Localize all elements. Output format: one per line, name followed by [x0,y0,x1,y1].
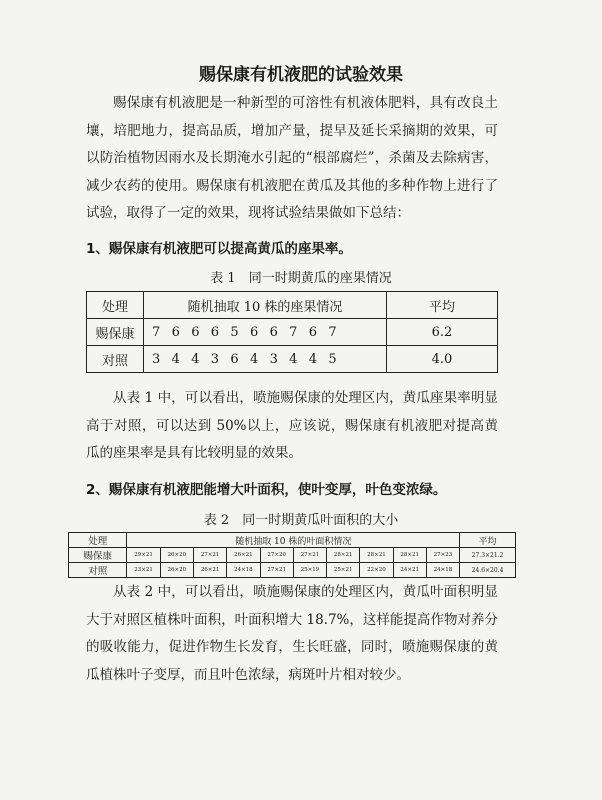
row-label: 对照 [87,346,144,373]
section1-heading: 1、赐保康有机液肥可以提高黄瓜的座果率。 [86,241,352,257]
value-cell: 4 [171,351,180,367]
value-cell: 3 [152,351,161,367]
table-header-row [69,533,516,548]
row-average: 27.3×21.2 [460,548,516,563]
value-cell: 28×21 [360,548,393,563]
row-values [144,346,387,373]
row-average: 4.0 [387,346,498,373]
row-label: 赐保康 [69,548,127,563]
fruit-set-table [86,291,498,373]
table-row [87,346,498,373]
table2-caption: 表 2 同一时期黄瓜叶面积的大小 [203,513,399,528]
value-cell: 27×21 [293,548,326,563]
value-cell: 26×20 [160,548,193,563]
value-cell: 26×20 [160,563,193,578]
header-treatment: 处理 [87,292,144,319]
header-treatment: 处理 [69,533,127,548]
value-cell: 7 [289,324,298,340]
row-average: 6.2 [387,319,498,346]
value-cell: 4 [191,351,200,367]
table-header-row [87,292,498,319]
value-cell: 6 [230,351,239,367]
value-cell: 4 [289,351,298,367]
value-cell: 27×23 [426,548,459,563]
value-cell: 6 [249,324,259,340]
row-label: 对照 [69,563,127,578]
value-cell: 24×18 [426,563,459,578]
value-cell: 29×21 [127,548,160,563]
value-cell: 4 [308,351,318,367]
section1-paragraph: 从表 1 中，可以看出，喷施赐保康的处理区内，黄瓜座果率明显高于对照，可以达到 50%以上，应该说，赐保康有机液肥对提高黄瓜的座果率是具有比较明显的效果。 [86,390,498,461]
value-cell: 27×21 [260,563,293,578]
value-cell: 28×21 [393,548,426,563]
value-cell: 23×21 [127,563,160,578]
value-cell: 22×20 [360,563,393,578]
value-cell: 4 [249,351,259,367]
value-cell: 7 [152,324,161,340]
leaf-area-table [68,532,516,578]
section2-heading: 2、赐保康有机液肥能增大叶面积，使叶变厚，叶色变浓绿。 [86,482,447,498]
document-title: 赐保康有机液肥的试验效果 [199,65,403,85]
value-cell: 5 [230,324,239,340]
value-cell: 6 [269,324,278,340]
table-row [87,319,498,346]
value-cell: 26×21 [193,563,226,578]
header-sample: 随机抽取 10 株的叶面积情况 [127,533,460,548]
table1-caption: 表 1 同一时期黄瓜的座果情况 [210,271,392,286]
value-cell: 5 [328,351,337,367]
value-cell: 25×19 [293,563,326,578]
table-row [69,563,516,578]
value-cell: 3 [210,351,220,367]
value-cell: 6 [308,324,318,340]
section2-paragraph: 从表 2 中，可以看出，喷施赐保康的处理区内，黄瓜叶面积明显大于对照区植株叶面积，叶面积增大 18.7%，这样能提高作物对养分的吸收能力，促进作物生长发育，生长旺盛，同时，喷施赐保康的黄瓜植株叶子变厚，而且叶色浓绿，病斑叶片相对较少。 [86,584,498,683]
value-cell: 6 [171,324,180,340]
value-cell: 24×18 [227,563,260,578]
value-cell: 24×21 [393,563,426,578]
value-cell: 26×21 [227,548,260,563]
value-cell: 7 [328,324,337,340]
row-label: 赐保康 [87,319,144,346]
row-values [144,319,387,346]
value-cell: 3 [269,351,278,367]
value-cell: 25×21 [327,563,360,578]
intro-paragraph: 赐保康有机液肥是一种新型的可溶性有机液体肥料，具有改良土壤，培肥地力，提高品质，增加产量，提早及延长采摘期的效果，可以防治植物因雨水及长期淹水引起的“根部腐烂”，杀菌及去除病害，减少农药的使用。赐保康有机液肥在黄瓜及其他的多种作物上进行了试验，取得了一定的效果，现将试验结果做如下总结： [86,95,498,221]
header-average: 平均 [460,533,516,548]
header-average: 平均 [387,292,498,319]
table-row [69,548,516,563]
value-cell: 6 [191,324,200,340]
value-cell: 27×21 [193,548,226,563]
value-cell: 6 [210,324,220,340]
header-sample: 随机抽取 10 株的座果情况 [144,292,387,319]
row-average: 24.6×20.4 [460,563,516,578]
value-cell: 27×20 [260,548,293,563]
value-cell: 28×21 [327,548,360,563]
